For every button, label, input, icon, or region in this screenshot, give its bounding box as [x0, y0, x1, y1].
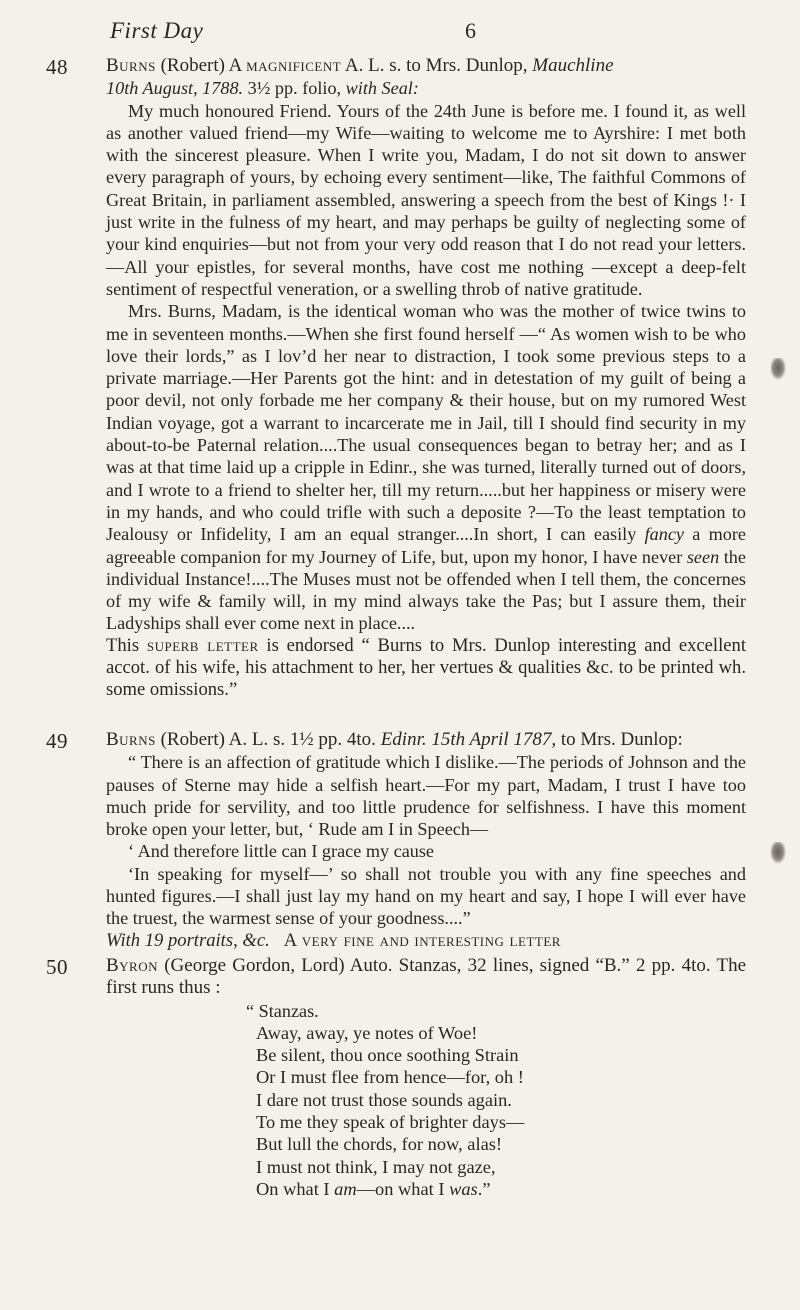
portraits-note: With 19 portraits, &c. [106, 929, 270, 951]
heading-text: to Mrs. Dunlop: [556, 729, 683, 750]
heading-text: (George Gordon, Lord) Auto. Stanzas, 32 lines, signed “B.” 2 pp. 4to. The first runs thus : [106, 955, 746, 999]
date: 10th August, 1788. [106, 78, 244, 99]
with-note [106, 930, 746, 952]
running-title: First Day [110, 18, 204, 43]
verse-text: —on what I [356, 1178, 450, 1199]
verse-line: I dare not trust those sounds again. [256, 1089, 512, 1110]
verse-line: Or I must flee from hence—for, oh ! [256, 1067, 524, 1088]
verse-line: I must not think, I may not gaze, [256, 1156, 496, 1177]
verse-text: .” [477, 1178, 491, 1199]
verse-title: “ Stanzas. [246, 1000, 319, 1021]
emphasis-fancy: fancy [644, 524, 684, 545]
heading-magnificent: magnificent [246, 55, 342, 76]
lot-number: 49 [46, 729, 68, 753]
heading-text: A. L. s. to Mrs. Dunlop, [341, 55, 533, 76]
quote-line: ‘ And therefore little can I grace my cause [128, 841, 435, 862]
lot-49-body [106, 729, 746, 952]
verse-line: Away, away, ye notes of Woe! [256, 1022, 478, 1043]
verse-line [256, 1178, 746, 1200]
verse-line: But lull the chords, for now, alas! [256, 1134, 503, 1155]
page-number: 6 [465, 18, 476, 43]
verse-emphasis: am [334, 1178, 357, 1199]
date-line [106, 77, 746, 99]
page-header [110, 18, 730, 48]
lot-48-body [106, 55, 746, 702]
lot-heading [106, 955, 746, 1000]
paragraph-text: the individual Instance!....The Muses must not be offended when I tell them, the concernes of my wife & family will, in my mind always take the Pas; but I assure them, their Ladyships shall ever come next in place.... [106, 546, 746, 634]
extent: 3½ pp. folio, [243, 78, 346, 99]
place: Edinr. 15th April 1787, [380, 729, 557, 750]
margin-stain [770, 842, 786, 864]
endorsement-note [106, 635, 746, 702]
place: Mauchline [532, 55, 614, 76]
lot-heading [106, 729, 746, 751]
verse-line: Be silent, thou once soothing Strain [256, 1045, 519, 1066]
quote-paragraph: ‘In speaking for myself—’ so shall not trouble you with any fine speeches and hunted figures.—I shall just lay my hand on my heart and say, I hope I will ever have the truest, the warmest sense of your goodness....” [106, 863, 746, 929]
author-name: Burns [106, 729, 156, 750]
author-name: Byron [106, 955, 159, 976]
margin-stain [770, 358, 786, 380]
lot-50-body [106, 955, 746, 1200]
lot-number: 50 [46, 955, 68, 979]
verse-emphasis: was [449, 1178, 478, 1199]
verse-text: On what I [256, 1178, 335, 1199]
paragraph-text: Mrs. Burns, Madam, is the identical woman who was the mother of twice twins to me in seventeen months.—When she first found herself —“ As women wish to be who love their lords,” as I lov’d her near to distraction, I took some previous steps to a private marriage.—Her Parents got the hint: and in detestation of my guilt of being a poor devil, not only forbade me her company & their house, but on my rumored West Indian voyage, got a warrant to incarcerate me in Jail, till I should find security in my about-to-be Paternal relation....The usual consequences began to betray her; and as I was at that time laid up a cripple in Edinr., she was turned, literally turned out of doors, and I wrote to a friend to shelter her, till my return.....but her happiness or misery were in my hands, and who could trifle with such a deposite ?—To the least temptation to Jealousy or Infidelity, I am an equal stranger....In short, I can easily [106, 301, 746, 545]
superb-letter: superb letter [146, 634, 259, 656]
emphasis-seen: seen [686, 546, 720, 567]
lot-number: 48 [46, 55, 68, 79]
letter-paragraph: My much honoured Friend. Yours of the 24th June is before me. I found it, as well as another valued friend—my Wife—waiting to welcome me to Ayrshire: I met both with the sincerest pleasure. When I write you, Madam, I do not sit down to answer every paragraph of yours, by echoing every sentiment—like, The faithful Commons of Great Britain, in parliament assembled, answering a speech from the best of Kings !· I just write in the fulness of my heart, and may perhaps be guilty of neglecting some of your kind enquiries—but not from your very odd reason that I do not read your letters.—All your epistles, for several months, have cost me nothing —except a deep-felt sentiment of respectful veneration, or a swelling throb of native gratitude. [106, 100, 746, 299]
author-name: Burns [106, 55, 156, 76]
note-text: This [106, 634, 147, 656]
quote-paragraph: “ There is an affection of gratitude which I dislike.—The periods of Johnson and the pauses of Sterne may hide a selfish heart.—For my part, Madam, I trust I have too much pride for servility, and too little prudence for selfishness. I have this moment broke open your letter, but, ‘ Rude am I in Speech— [106, 752, 746, 840]
paragraph-text: a more agreeable companion for my Journey of Life, but, upon my honor, I have never [106, 524, 746, 567]
heading-text: (Robert) A [155, 55, 247, 76]
verse-line: To me they speak of brighter days— [256, 1112, 525, 1133]
lot-heading [106, 55, 746, 77]
note-text: is endorsed “ Burns to Mrs. Dunlop interesting and excellent accot. of his wife, his attachment to her, her vertues & qualities &c. to be printed wh. some omissions.” [106, 634, 746, 701]
heading-text: (Robert) A. L. s. 1½ pp. 4to. [155, 729, 381, 750]
fine-letter-note: A very fine and interesting letter [283, 929, 561, 951]
verse-block [106, 1022, 746, 1200]
seal-note: with Seal: [345, 78, 419, 99]
letter-paragraph [106, 300, 746, 634]
